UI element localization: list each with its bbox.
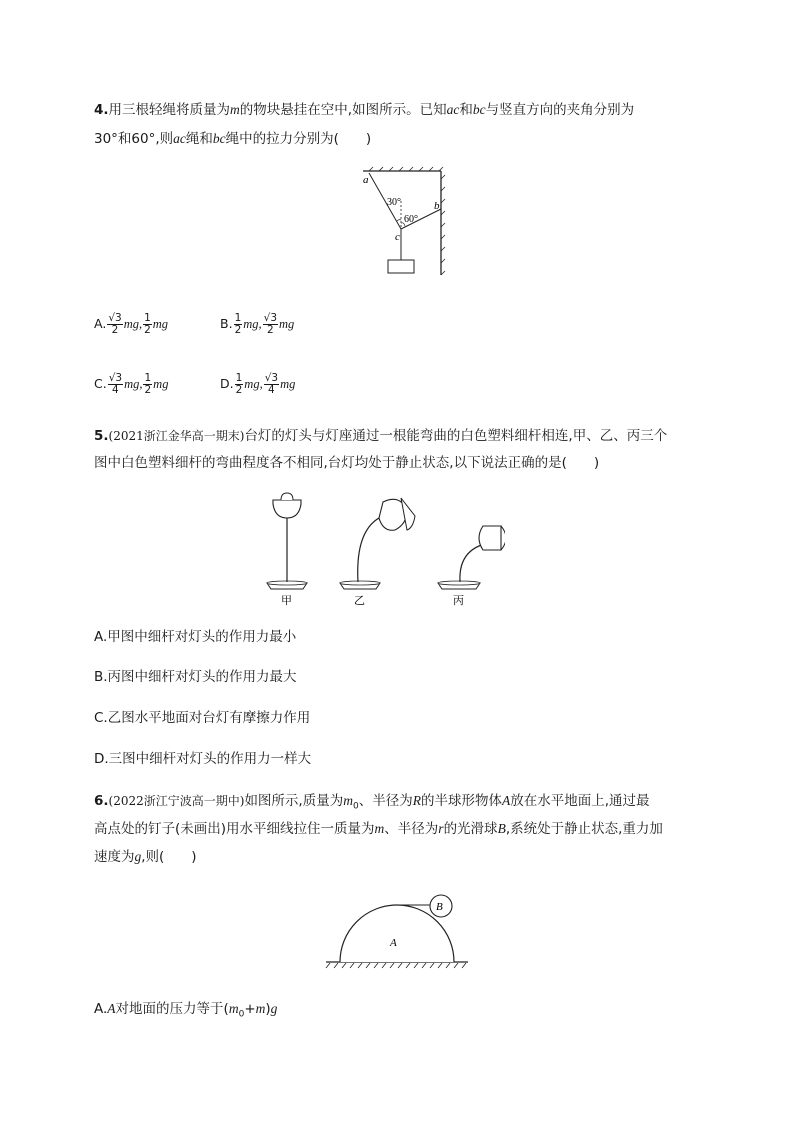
- label-jia: 甲: [281, 594, 292, 607]
- q5-figure-lamps: [255, 488, 505, 608]
- var-m: m: [343, 793, 353, 808]
- q4-option-b[interactable]: [220, 313, 294, 336]
- angle-arc-30: [397, 220, 401, 221]
- fraction: [143, 313, 152, 336]
- denominator: 2: [111, 324, 119, 336]
- q6-option-a[interactable]: [94, 999, 277, 1025]
- var-bc: bc: [472, 102, 486, 117]
- var-a: A: [107, 1001, 116, 1016]
- option-text: 对地面的压力等于(: [115, 1001, 229, 1017]
- option-term: mg: [152, 317, 169, 331]
- denominator: 2: [235, 384, 243, 396]
- numerator: √3: [108, 312, 122, 324]
- lamp-bing: [438, 526, 505, 589]
- numerator: 1: [144, 312, 151, 324]
- q4-option-c[interactable]: [94, 373, 168, 396]
- label-yi: 乙: [354, 594, 365, 607]
- fraction: [108, 373, 123, 396]
- hanging-block: [388, 260, 414, 273]
- q6-text: ,则( ): [141, 849, 197, 865]
- q6-text: 的半球形物体: [420, 793, 502, 809]
- q4-text: 绳和: [185, 131, 213, 147]
- denominator: 2: [234, 324, 242, 336]
- var-ac: ac: [446, 102, 460, 117]
- fraction: [234, 313, 243, 336]
- q4-option-a[interactable]: [94, 313, 168, 336]
- subscript: 0: [352, 801, 359, 812]
- var-ac: ac: [173, 131, 186, 146]
- lamp-jia: [267, 493, 307, 589]
- q6-line-2: [94, 819, 663, 839]
- fraction: [235, 373, 244, 396]
- label-b: b: [434, 200, 440, 212]
- denominator: 2: [144, 384, 152, 396]
- var-b: B: [497, 821, 506, 836]
- numerator: √3: [108, 372, 123, 384]
- q6-text: 的光滑球: [443, 821, 498, 837]
- denominator: 2: [144, 324, 151, 336]
- q6-text: ,系统处于静止状态,重力加: [505, 821, 663, 837]
- var-m: m: [374, 821, 385, 836]
- option-term: mg: [280, 377, 296, 391]
- var-g: g: [134, 849, 142, 864]
- label-bing: 丙: [453, 594, 464, 607]
- numerator: 1: [234, 312, 242, 324]
- q6-line-3: [94, 847, 197, 867]
- numerator: √3: [263, 312, 278, 324]
- option-term: mg,: [124, 377, 143, 391]
- q6-line-1: [94, 791, 650, 817]
- fraction: [263, 313, 278, 336]
- q6-text: 如图所示,质量为: [244, 793, 344, 809]
- label-a: a: [363, 174, 369, 186]
- option-term: mg,: [123, 317, 143, 331]
- q4-text: 与竖直方向的夹角分别为: [485, 102, 635, 118]
- numerator: 1: [235, 372, 243, 384]
- label-angle-60: 60°: [404, 214, 418, 225]
- option-term: mg: [279, 317, 295, 331]
- q4-number: 4.: [94, 102, 109, 118]
- q4-line-1: [94, 100, 634, 120]
- var-m: m: [230, 102, 240, 117]
- q6-text: 、半径为: [384, 821, 439, 837]
- option-label: B.: [220, 316, 233, 331]
- denominator: 4: [112, 384, 119, 396]
- option-term: mg: [153, 377, 169, 391]
- q5-option-c[interactable]: C.乙图水平地面对台灯有摩擦力作用: [94, 710, 311, 726]
- q4-figure-rope-diagram: [355, 165, 455, 280]
- q5-option-b[interactable]: B.丙图中细杆对灯头的作用力最大: [94, 669, 297, 685]
- option-label: A.: [94, 1001, 108, 1017]
- q5-line-1: [94, 426, 667, 446]
- paren: ): [265, 1001, 271, 1017]
- q6-source: (2022浙江宁波高一期中): [108, 794, 245, 808]
- option-label: A.: [94, 316, 107, 331]
- q4-text: 30°和60°,则: [94, 131, 174, 147]
- q6-text: 高点处的钉子(未画出)用水平细线拉住一质量为: [94, 821, 375, 837]
- var-m: m: [255, 1001, 266, 1016]
- q6-number: 6.: [94, 793, 109, 809]
- q5-option-d[interactable]: D.三图中细杆对灯头的作用力一样大: [94, 751, 312, 767]
- numerator: 1: [144, 372, 152, 384]
- var-r-big: R: [412, 793, 421, 808]
- q4-option-d[interactable]: [220, 373, 295, 396]
- var-a: A: [501, 793, 511, 808]
- var-m: m: [228, 1001, 239, 1016]
- q5-number: 5.: [94, 428, 109, 444]
- fraction: [143, 373, 152, 396]
- subscript: 0: [238, 1009, 245, 1020]
- label-angle-30: 30°: [387, 197, 401, 208]
- label-c: c: [395, 231, 400, 243]
- q6-text: 放在水平地面上,通过最: [510, 793, 650, 809]
- option-label: C.: [94, 376, 107, 391]
- plus-sign: +: [244, 1001, 256, 1017]
- var-bc: bc: [212, 131, 226, 146]
- option-label: D.: [220, 376, 234, 391]
- q4-text: 绳中的拉力分别为( ): [225, 131, 372, 147]
- q4-text: 用三根轻绳将质量为: [108, 102, 231, 118]
- q5-option-a[interactable]: A.甲图中细杆对灯头的作用力最小: [94, 629, 297, 645]
- q4-line-2: [94, 129, 371, 149]
- q4-text: 的物块悬挂在空中,如图所示。已知: [239, 102, 447, 118]
- option-term: mg,: [243, 317, 262, 331]
- denominator: 2: [267, 324, 274, 336]
- var-g: g: [270, 1001, 278, 1016]
- q5-source: (2021浙江金华高一期末): [108, 429, 245, 443]
- label-a: A: [390, 937, 397, 949]
- var-r: r: [438, 821, 444, 836]
- ground-hatch: [326, 963, 466, 968]
- q5-text: 图中白色塑料细杆的弯曲程度各不相同,台灯均处于静止状态,以下说法正确的是( ): [94, 455, 600, 471]
- label-b: B: [436, 901, 443, 913]
- denominator: 4: [268, 384, 275, 396]
- numerator: √3: [264, 372, 279, 384]
- fraction: [264, 373, 279, 396]
- lamp-yi: [340, 498, 415, 589]
- q4-text: 和: [459, 102, 473, 118]
- q5-line-2: [94, 453, 599, 473]
- q6-text: 速度为: [94, 849, 135, 865]
- option-term: mg,: [244, 377, 263, 391]
- q6-figure-hemisphere: [322, 886, 472, 971]
- q6-text: 、半径为: [358, 793, 413, 809]
- fraction: [107, 313, 122, 336]
- q5-text: 台灯的灯头与灯座通过一根能弯曲的白色塑料细杆相连,甲、乙、丙三个: [244, 428, 668, 444]
